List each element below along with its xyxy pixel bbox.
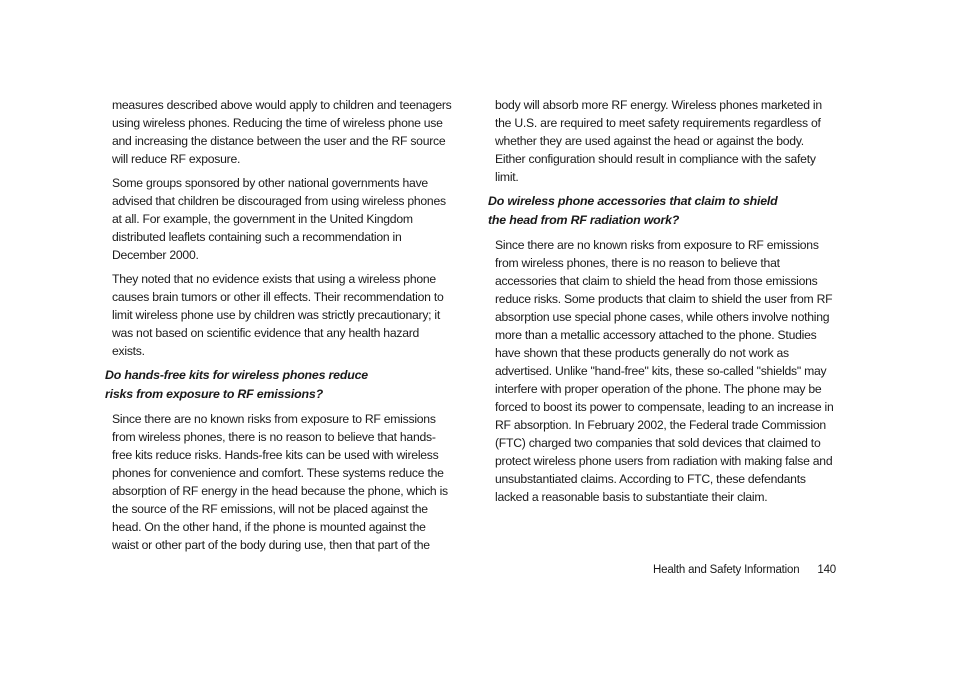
paragraph: measures described above would apply to children and teenagers using wireless phones. Reducing the time of wireless phone use and increasing the distance between the user and the RF source will reduce RF exposure. (112, 98, 452, 166)
section-heading (105, 366, 454, 404)
heading-line: the head from RF radiation work? (488, 213, 680, 227)
paragraph: body will absorb more RF energy. Wireless phones marketed in the U.S. are required to meet safety requirements regardless of whether they are used against the head or against the body. Either configuration should result in compliance with the safety limit. (495, 98, 822, 184)
right-column (488, 96, 837, 512)
section-heading (488, 192, 837, 230)
page-number: 140 (817, 564, 836, 576)
heading-line: Do wireless phone accessories that claim to shield (488, 194, 778, 208)
paragraph: Since there are no known risks from exposure to RF emissions from wireless phones, there is no reason to believe that hands-free kits reduce risks. Hands-free kits can be used with wireless phones for convenience and comfort. These systems reduce the absorption of RF energy in the head because the phone, which is the source of the RF emissions, will not be placed against the head. On the other hand, if the phone is mounted against the waist or other part of the body during use, then that part of the (112, 412, 448, 552)
paragraph: Some groups sponsored by other national governments have advised that children be discouraged from using wireless phones at all. For example, the government in the United Kingdom distributed leaflets containing such a recommendation in December 2000. (112, 176, 446, 262)
paragraph: They noted that no evidence exists that using a wireless phone causes brain tumors or other ill effects. Their recommendation to limit wireless phone use by children was strictly precautionary; it was not based on scientific evidence that any health hazard exists. (112, 272, 444, 358)
heading-line: risks from exposure to RF emissions? (105, 387, 323, 401)
page-footer (653, 564, 836, 576)
left-column (105, 96, 454, 560)
footer-section-title: Health and Safety Information (653, 564, 800, 576)
heading-line: Do hands-free kits for wireless phones reduce (105, 368, 368, 382)
paragraph: Since there are no known risks from exposure to RF emissions from wireless phones, there is no reason to believe that accessories that claim to shield the head from those emissions reduce risks. Some products that claim to shield the user from RF absorption use special phone cases, while others involve nothing more than a metallic accessory attached to the phone. Studies have shown that these products generally do not work as advertised. Unlike "hand-free" kits, these so-called "shields" may interfere with proper operation of the phone. The phone may be forced to boost its power to compensate, leading to an increase in RF absorption. In February 2002, the Federal trade Commission (FTC) charged two companies that sold devices that claimed to protect wireless phone users from radiation with making false and unsubstantiated claims. According to FTC, these defendants lacked a reasonable basis to substantiate their claim. (495, 238, 834, 504)
